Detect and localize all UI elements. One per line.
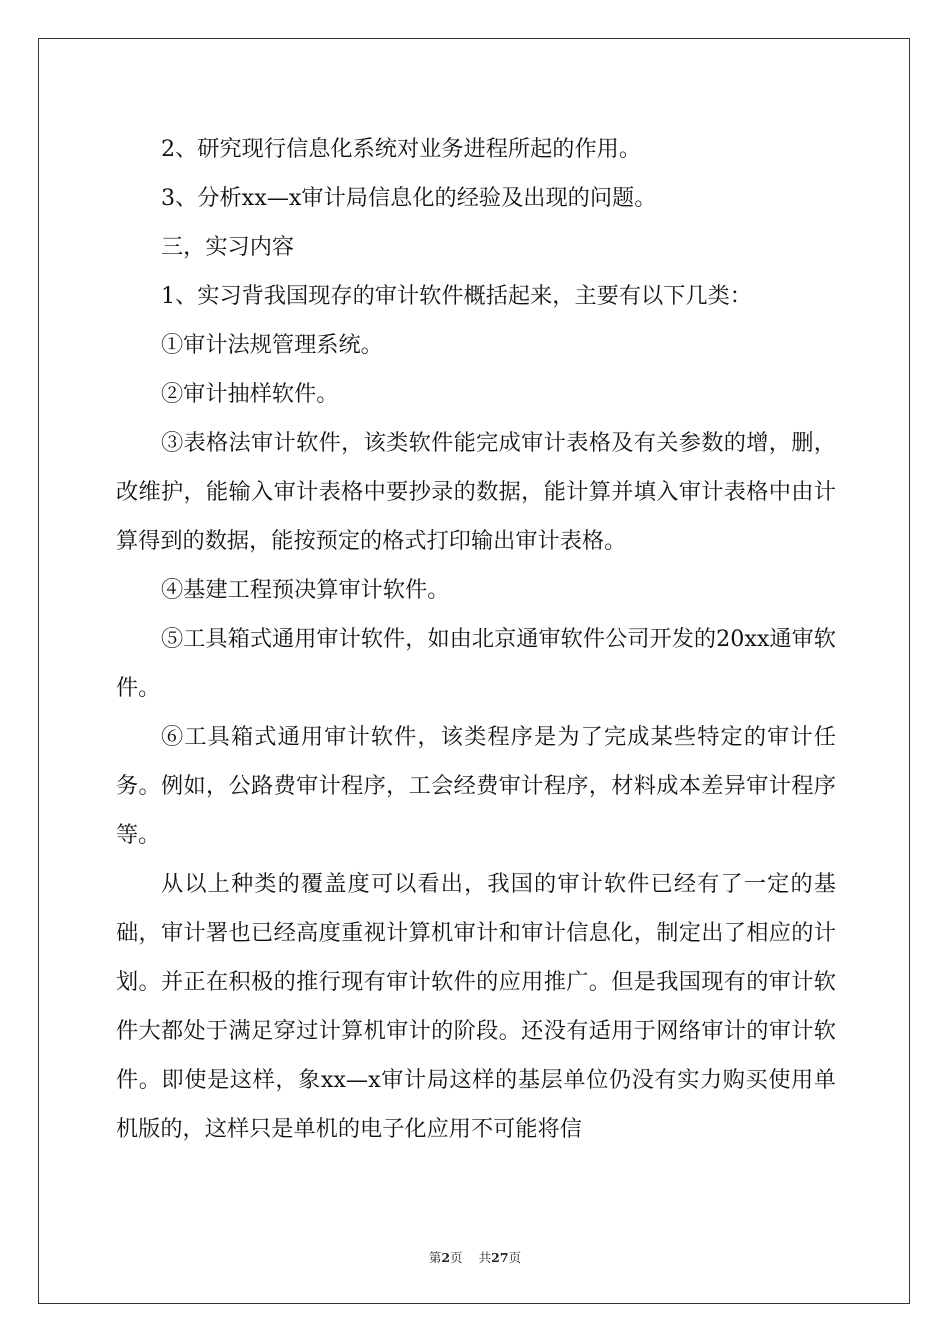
total-pages: 27 xyxy=(491,1250,509,1265)
paragraph-software-categories-intro: 1、实习背我国现存的审计软件概括起来，主要有以下几类： xyxy=(161,283,752,309)
page-prefix: 第 xyxy=(428,1250,442,1265)
list-item-toolbox-software-2: ⑥工具箱式通用审计软件，该类程序是为了完成某些特定的审计任务。例如，公路费审计程序，工会经费审计程序，材料成本差异审计程序等。 xyxy=(116,724,836,848)
page-suffix: 页 xyxy=(450,1250,463,1265)
list-item-sampling-software: ②审计抽样软件。 xyxy=(161,381,339,407)
paragraph-analysis: 从以上种类的覆盖度可以看出，我国的审计软件已经有了一定的基础，审计署也已经高度重视计算机审计和审计信息化，制定出了相应的计划。并正在积极的推行现有审计软件的应用推广。但是我国现有的审计软件大都处于满足穿过计算机审计的阶段。还没有适用于网络审计的审计软件。即使是这样，象xx—x审计局这样的基层单位仍没有实力购买使用单机版的，这样只是单机的电子化应用不可能将信 xyxy=(116,871,836,1142)
total-suffix: 页 xyxy=(508,1250,522,1265)
list-item-construction-audit-software: ④基建工程预决算审计软件。 xyxy=(161,577,450,603)
page-footer xyxy=(0,1248,950,1266)
total-prefix: 共 xyxy=(478,1250,492,1265)
document-body xyxy=(116,125,836,1154)
list-item-table-audit-software: ③表格法审计软件，该类软件能完成审计表格及有关参数的增，删，改维护，能输入审计表格中要抄录的数据，能计算并填入审计表格中由计算得到的数据，能按预定的格式打印输出审计表格。 xyxy=(116,430,836,554)
paragraph-research-purpose-2: 2、研究现行信息化系统对业务进程所起的作用。 xyxy=(161,136,642,162)
paragraph-research-purpose-3: 3、分析xx—x审计局信息化的经验及出现的问题。 xyxy=(161,185,657,211)
list-item-regulation-system: ①审计法规管理系统。 xyxy=(161,332,383,358)
list-item-toolbox-software-1: ⑤工具箱式通用审计软件，如由北京通审软件公司开发的20xx通审软件。 xyxy=(116,626,836,701)
page-number: 2 xyxy=(441,1250,451,1265)
section-heading-internship-content: 三，实习内容 xyxy=(161,234,295,260)
